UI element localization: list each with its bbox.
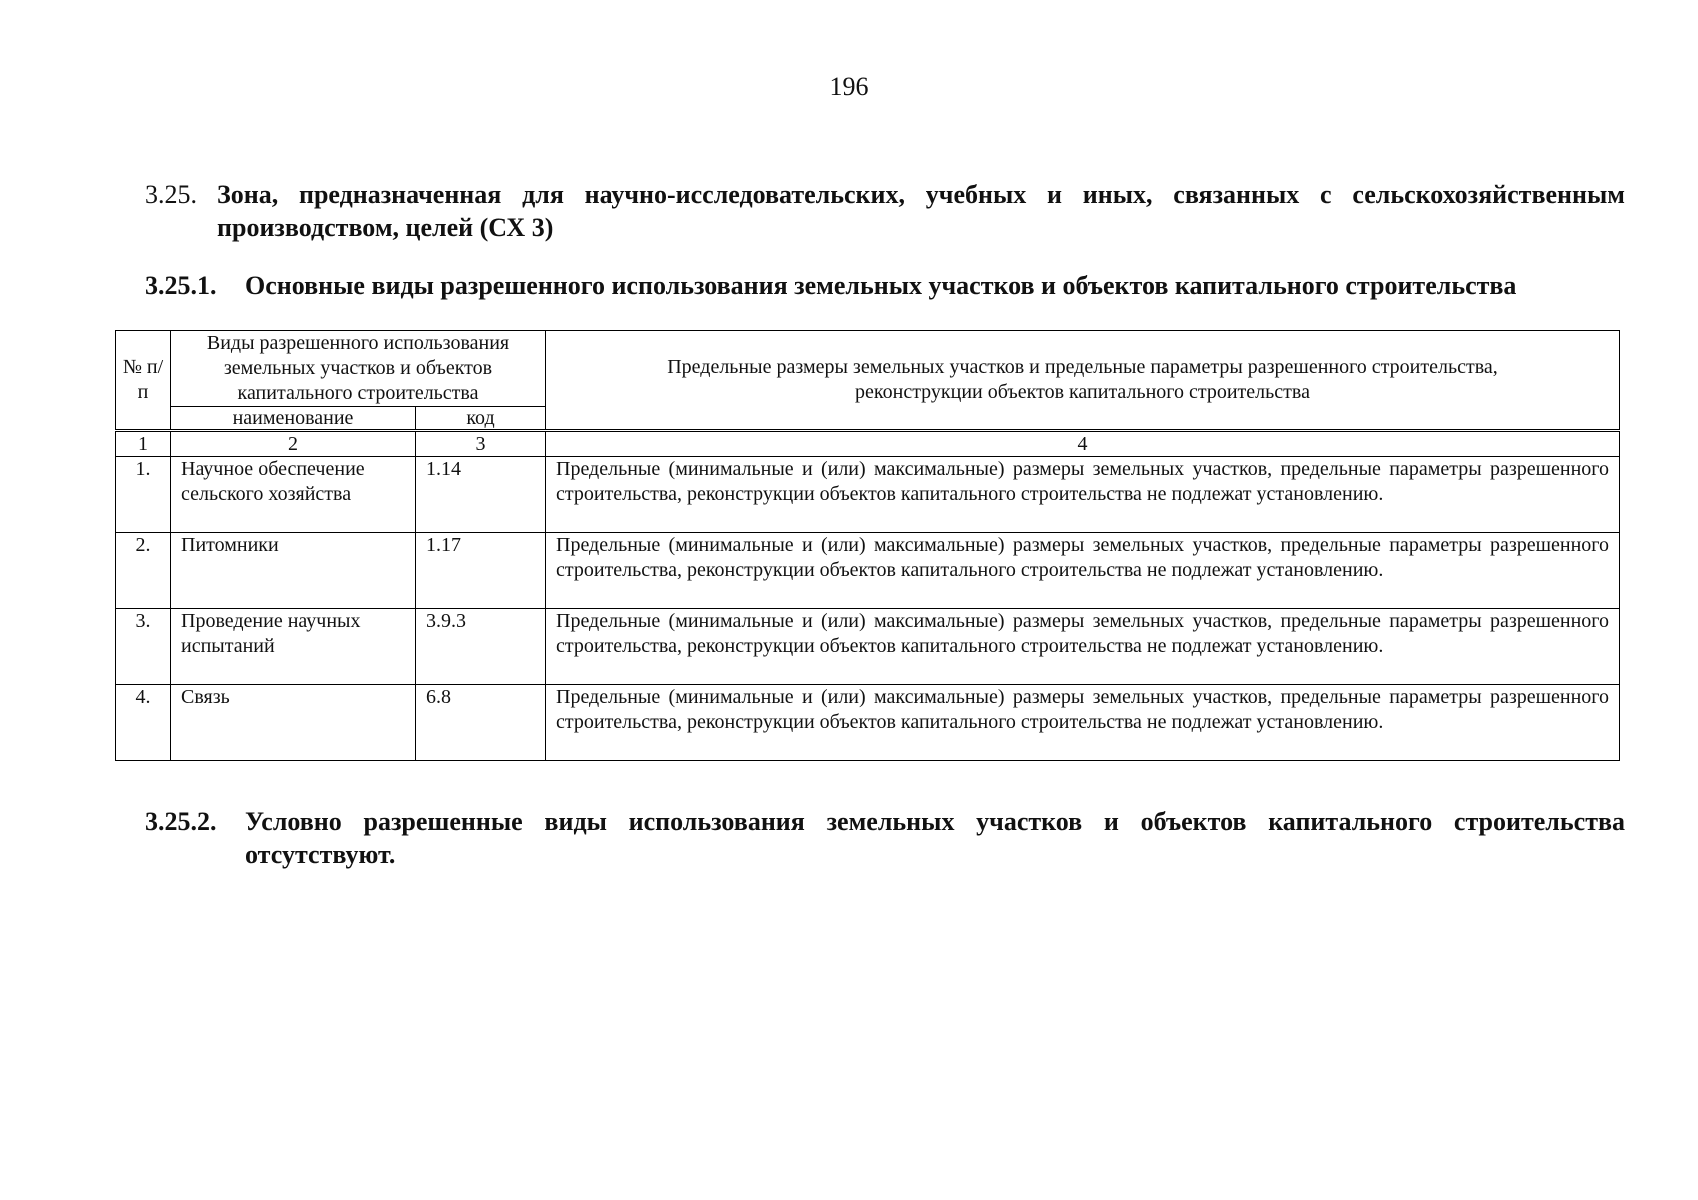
use-name: Питомники (171, 533, 416, 609)
section-heading-main-uses-number: 3.25.1. (145, 271, 217, 300)
use-name: Связь (171, 685, 416, 761)
header-limits: Предельные размеры земельных участков и предельные параметры разрешенного строительства, реконструкции объектов капитального строительства (546, 331, 1620, 430)
section-heading-main-uses (145, 269, 1625, 339)
use-limits: Предельные (минимальные и (или) максимальные) размеры земельных участков, предельные параметры разрешенного строительства, реконструкции объектов капитального строительства не подлежат установлению. (546, 457, 1620, 533)
row-number: 1. (116, 457, 171, 533)
use-limits: Предельные (минимальные и (или) максимальные) размеры земельных участков, предельные параметры разрешенного строительства, реконструкции объектов капитального строительства не подлежат установлению. (546, 533, 1620, 609)
section-heading-conditional-uses-number: 3.25.2. (145, 807, 217, 836)
table-row (116, 685, 1620, 761)
section-heading-conditional-uses-title: Условно разрешенные виды использования земельных участков и объектов капитального строительства отсутствуют. (245, 807, 1625, 869)
use-code: 1.14 (416, 457, 546, 533)
table-row (116, 457, 1620, 533)
table-row (116, 609, 1620, 685)
row-number: 4. (116, 685, 171, 761)
section-heading-main-uses-title: Основные виды разрешенного использования земельных участков и объектов капитального строительства (245, 271, 1517, 300)
table-header-row (116, 331, 1620, 407)
column-number: 3 (416, 432, 546, 457)
row-number: 2. (116, 533, 171, 609)
zone-heading-title: Зона, предназначенная для научно-исследовательских, учебных и иных, связанных с сельскохозяйственным производством, целей (СХ 3) (217, 180, 1625, 242)
header-num: № п/п (116, 331, 171, 430)
column-number: 1 (116, 432, 171, 457)
land-use-table (115, 330, 1620, 761)
use-code: 6.8 (416, 685, 546, 761)
page-number: 196 (829, 72, 869, 101)
use-limits: Предельные (минимальные и (или) максимальные) размеры земельных участков, предельные параметры разрешенного строительства, реконструкции объектов капитального строительства не подлежат установлению. (546, 685, 1620, 761)
column-number: 2 (171, 432, 416, 457)
header-use-types: Виды разрешенного использования земельных участков и объектов капитального строительства (171, 331, 546, 407)
section-heading-conditional-uses (145, 805, 1625, 875)
zone-heading (145, 178, 1625, 248)
column-numbers-row (116, 432, 1620, 457)
use-limits: Предельные (минимальные и (или) максимальные) размеры земельных участков, предельные параметры разрешенного строительства, реконструкции объектов капитального строительства не подлежат установлению. (546, 609, 1620, 685)
column-number: 4 (546, 432, 1620, 457)
header-code: код (416, 407, 546, 430)
row-number: 3. (116, 609, 171, 685)
header-name: наименование (171, 407, 416, 430)
use-name: Проведение научных испытаний (171, 609, 416, 685)
use-code: 1.17 (416, 533, 546, 609)
table-row (116, 533, 1620, 609)
zone-heading-number: 3.25. (145, 180, 197, 209)
use-code: 3.9.3 (416, 609, 546, 685)
use-name: Научное обеспечение сельского хозяйства (171, 457, 416, 533)
